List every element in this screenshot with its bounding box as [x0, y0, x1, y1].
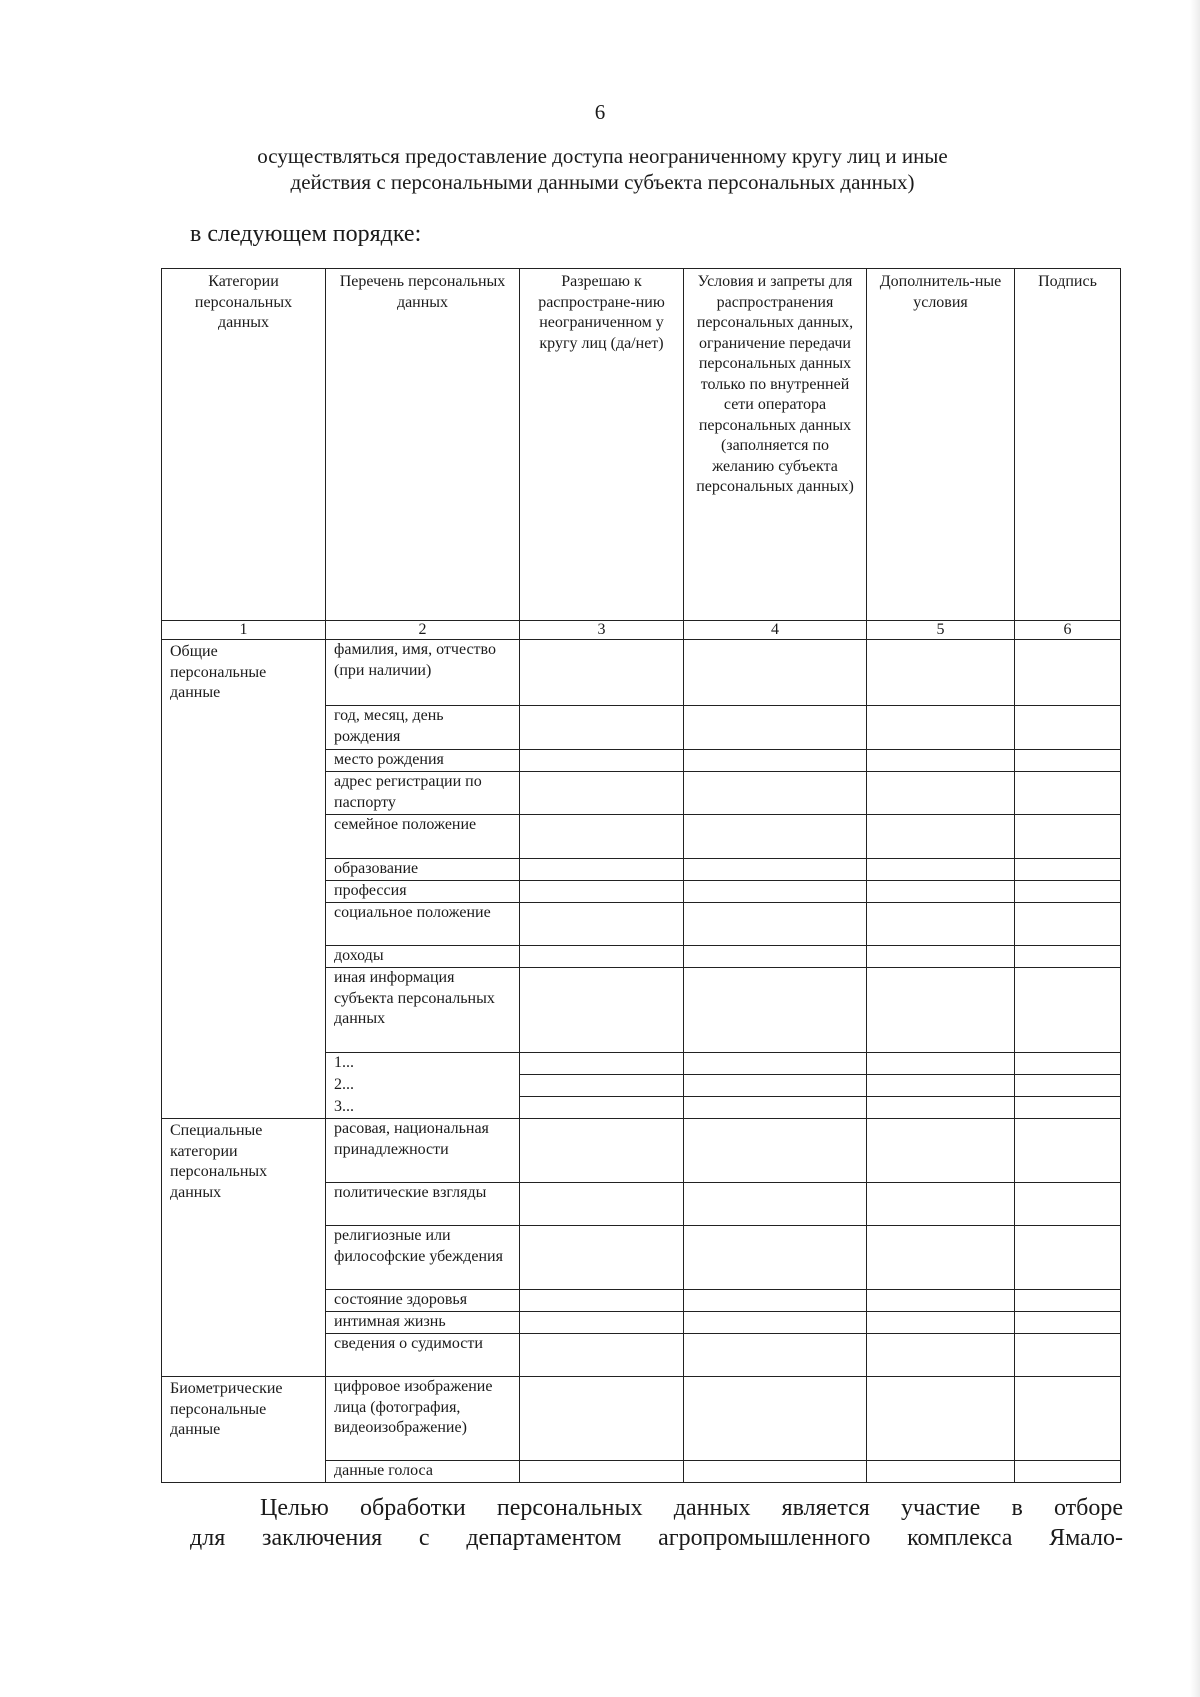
- header-row: [162, 269, 1121, 621]
- signature-cell[interactable]: [1015, 772, 1121, 815]
- additional-cell[interactable]: [867, 1312, 1015, 1334]
- signature-cell[interactable]: [1015, 640, 1121, 706]
- column-number: 5: [867, 621, 1015, 640]
- header-permit: Разрешаю к распростране-нию неограниченном у кругу лиц (да/нет): [520, 269, 684, 621]
- item-birthdate: год, месяц, день рождения: [326, 706, 520, 750]
- permit-cell[interactable]: [520, 903, 684, 946]
- scan-edge: [1190, 0, 1200, 1697]
- category-biometric: Биометрические персональные данные: [162, 1377, 326, 1483]
- item-education: образование: [326, 859, 520, 881]
- conditions-cell[interactable]: [684, 1377, 867, 1461]
- conditions-cell[interactable]: [684, 640, 867, 706]
- signature-cell[interactable]: [1015, 946, 1121, 968]
- additional-cell[interactable]: [867, 706, 1015, 750]
- additional-cell[interactable]: [867, 1097, 1015, 1119]
- order-heading: в следующем порядке:: [190, 221, 422, 247]
- conditions-cell[interactable]: [684, 1183, 867, 1226]
- signature-cell[interactable]: [1015, 1053, 1121, 1075]
- header-signature: Подпись: [1015, 269, 1121, 621]
- conditions-cell[interactable]: [684, 1119, 867, 1183]
- additional-cell[interactable]: [867, 1119, 1015, 1183]
- item-race: расовая, национальная принадлежности: [326, 1119, 520, 1183]
- permit-cell[interactable]: [520, 1377, 684, 1461]
- permit-cell[interactable]: [520, 706, 684, 750]
- signature-cell[interactable]: [1015, 1226, 1121, 1290]
- item-extra-1: 1...: [326, 1053, 520, 1075]
- item-intimate-life: интимная жизнь: [326, 1312, 520, 1334]
- conditions-cell[interactable]: [684, 1461, 867, 1483]
- permit-cell[interactable]: [520, 1312, 684, 1334]
- permit-cell[interactable]: [520, 1290, 684, 1312]
- signature-cell[interactable]: [1015, 859, 1121, 881]
- permit-cell[interactable]: [520, 1053, 684, 1075]
- item-marital-status: семейное положение: [326, 815, 520, 859]
- additional-cell[interactable]: [867, 1183, 1015, 1226]
- additional-cell[interactable]: [867, 1075, 1015, 1097]
- signature-cell[interactable]: [1015, 1290, 1121, 1312]
- permit-cell[interactable]: [520, 859, 684, 881]
- item-criminal-record: сведения о судимости: [326, 1334, 520, 1377]
- conditions-cell[interactable]: [684, 706, 867, 750]
- intro-line-2: действия с персональными данными субъекта персональных данных): [290, 170, 915, 194]
- additional-cell[interactable]: [867, 1334, 1015, 1377]
- column-number: 3: [520, 621, 684, 640]
- signature-cell[interactable]: [1015, 903, 1121, 946]
- conditions-cell[interactable]: [684, 859, 867, 881]
- conditions-cell[interactable]: [684, 903, 867, 946]
- permit-cell[interactable]: [520, 750, 684, 772]
- item-income: доходы: [326, 946, 520, 968]
- header-categories: Категории персональных данных: [162, 269, 326, 621]
- header-list: Перечень персональных данных: [326, 269, 520, 621]
- additional-cell[interactable]: [867, 1226, 1015, 1290]
- permit-cell[interactable]: [520, 772, 684, 815]
- column-number: 6: [1015, 621, 1121, 640]
- item-extra-3: 3...: [326, 1097, 520, 1119]
- additional-cell[interactable]: [867, 640, 1015, 706]
- permit-cell[interactable]: [520, 815, 684, 859]
- table-row: [162, 1377, 1121, 1461]
- conditions-cell[interactable]: [684, 968, 867, 1053]
- page-number: 6: [594, 100, 606, 124]
- signature-cell[interactable]: [1015, 1119, 1121, 1183]
- conditions-cell[interactable]: [684, 815, 867, 859]
- conditions-cell[interactable]: [684, 750, 867, 772]
- table-row: [162, 1119, 1121, 1183]
- additional-cell[interactable]: [867, 859, 1015, 881]
- additional-cell[interactable]: [867, 1377, 1015, 1461]
- permit-cell[interactable]: [520, 1461, 684, 1483]
- column-number: 1: [162, 621, 326, 640]
- item-birthplace: место рождения: [326, 750, 520, 772]
- additional-cell[interactable]: [867, 772, 1015, 815]
- header-additional: Дополнитель-ные условия: [867, 269, 1015, 621]
- permit-cell[interactable]: [520, 946, 684, 968]
- item-extra-2: 2...: [326, 1075, 520, 1097]
- conditions-cell[interactable]: [684, 881, 867, 903]
- conditions-cell[interactable]: [684, 946, 867, 968]
- additional-cell[interactable]: [867, 1290, 1015, 1312]
- additional-cell[interactable]: [867, 881, 1015, 903]
- conditions-cell[interactable]: [684, 1334, 867, 1377]
- additional-cell[interactable]: [867, 946, 1015, 968]
- conditions-cell[interactable]: [684, 772, 867, 815]
- signature-cell[interactable]: [1015, 881, 1121, 903]
- signature-cell[interactable]: [1015, 1461, 1121, 1483]
- item-face-image: цифровое изображение лица (фотография, видеоизображение): [326, 1377, 520, 1461]
- permit-cell[interactable]: [520, 968, 684, 1053]
- signature-cell[interactable]: [1015, 750, 1121, 772]
- signature-cell[interactable]: [1015, 1377, 1121, 1461]
- permit-cell[interactable]: [520, 1075, 684, 1097]
- permit-cell[interactable]: [520, 1097, 684, 1119]
- signature-cell[interactable]: [1015, 968, 1121, 1053]
- additional-cell[interactable]: [867, 815, 1015, 859]
- conditions-cell[interactable]: [684, 1075, 867, 1097]
- column-number: 2: [326, 621, 520, 640]
- item-address: адрес регистрации по паспорту: [326, 772, 520, 815]
- conditions-cell[interactable]: [684, 1290, 867, 1312]
- permit-cell[interactable]: [520, 640, 684, 706]
- additional-cell[interactable]: [867, 968, 1015, 1053]
- conditions-cell[interactable]: [684, 1053, 867, 1075]
- item-social-status: социальное положение: [326, 903, 520, 946]
- conditions-cell[interactable]: [684, 1312, 867, 1334]
- column-number: 4: [684, 621, 867, 640]
- signature-cell[interactable]: [1015, 1097, 1121, 1119]
- signature-cell[interactable]: [1015, 815, 1121, 859]
- permit-cell[interactable]: [520, 1183, 684, 1226]
- additional-cell[interactable]: [867, 1461, 1015, 1483]
- permit-cell[interactable]: [520, 1334, 684, 1377]
- conditions-cell[interactable]: [684, 1226, 867, 1290]
- conditions-cell[interactable]: [684, 1097, 867, 1119]
- item-other-info: иная информация субъекта персональных данных: [326, 968, 520, 1053]
- permit-cell[interactable]: [520, 1226, 684, 1290]
- item-voice: данные голоса: [326, 1461, 520, 1483]
- item-health: состояние здоровья: [326, 1290, 520, 1312]
- item-political-views: политические взгляды: [326, 1183, 520, 1226]
- column-numbers-row: [162, 621, 1121, 640]
- purpose-line-1: Целью обработки персональных данных является участие в отборе: [260, 1495, 1123, 1521]
- signature-cell[interactable]: [1015, 706, 1121, 750]
- category-special: Специальные категории персональных данных: [162, 1119, 326, 1377]
- consent-table: [161, 268, 1121, 1483]
- table-row: [162, 640, 1121, 706]
- permit-cell[interactable]: [520, 1119, 684, 1183]
- item-profession: профессия: [326, 881, 520, 903]
- purpose-line-2: для заключения с департаментом агропромышленного комплекса Ямало-: [190, 1525, 1123, 1551]
- signature-cell[interactable]: [1015, 1312, 1121, 1334]
- permit-cell[interactable]: [520, 881, 684, 903]
- additional-cell[interactable]: [867, 903, 1015, 946]
- item-name: фамилия, имя, отчество (при наличии): [326, 640, 520, 706]
- purpose-paragraph: [190, 1493, 1123, 1553]
- category-general: Общие персональные данные: [162, 640, 326, 1119]
- intro-line-1: осуществляться предоставление доступа неограниченному кругу лиц и иные: [257, 144, 948, 168]
- additional-cell[interactable]: [867, 1053, 1015, 1075]
- additional-cell[interactable]: [867, 750, 1015, 772]
- item-religion: религиозные или философские убеждения: [326, 1226, 520, 1290]
- signature-cell[interactable]: [1015, 1334, 1121, 1377]
- intro-paragraph: [150, 143, 1055, 195]
- signature-cell[interactable]: [1015, 1183, 1121, 1226]
- header-conditions: Условия и запреты для распространения персональных данных, ограничение передачи персональных данных только по внутренней сети оператора персональных данных (заполняется по желанию субъекта персональных данных): [684, 269, 867, 621]
- signature-cell[interactable]: [1015, 1075, 1121, 1097]
